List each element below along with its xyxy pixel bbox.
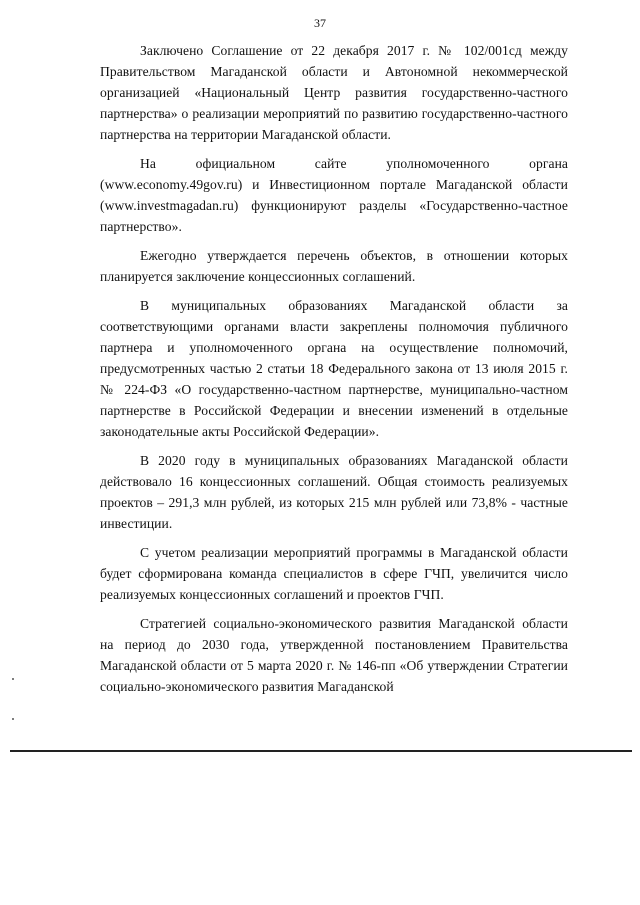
page-bottom-rule <box>10 750 632 752</box>
paragraph-agreement: Заключено Соглашение от 22 декабря 2017 г. № 102/001сд между Правительством Магаданской области и Автономной некоммерческой организацией «Национальный Центр развития государственно-частного партнерства» о реализации мероприятий по развитию государственно-частного партнерства на территории Магаданской области. <box>100 43 568 142</box>
paragraph-official-sites: На официальном сайте уполномоченного органа (www.economy.49gov.ru) и Инвестиционном портале Магаданской области (www.investmagadan.ru) функционируют разделы «Государственно-частное партнерство». <box>100 156 568 234</box>
document-body <box>100 40 568 697</box>
scan-speck <box>12 718 14 720</box>
scan-speck <box>12 678 14 680</box>
paragraph-program-outcomes: С учетом реализации мероприятий программы в Магаданской области будет сформирована команда специалистов в сфере ГЧП, увеличится число реализуемых концессионных соглашений и проектов ГЧП. <box>100 545 568 602</box>
paragraph-strategy: Стратегией социально-экономического развития Магаданской области на период до 2030 года, утвержденной постановлением Правительства Магаданской области от 5 марта 2020 г. № 146-пп «Об утверждении Стратегии социально-экономического развития Магаданской <box>100 616 568 694</box>
paragraph-annual-list: Ежегодно утверждается перечень объектов, в отношении которых планируется заключение концессионных соглашений. <box>100 248 568 284</box>
paragraph-municipal-authorities: В муниципальных образованиях Магаданской области за соответствующими органами власти закреплены полномочия публичного партнера и уполномоченного органа на осуществление полномочий, предусмотренных частью 2 статьи 18 Федерального закона от 13 июля 2015 г. № 224-ФЗ «О государственно-частном партнерстве, муниципально-частном партнерстве в Российской Федерации и внесении изменений в отдельные законодательные акты Российской Федерации». <box>100 298 568 439</box>
page-number: 37 <box>314 16 326 30</box>
paragraph-2020-concessions: В 2020 году в муниципальных образованиях Магаданской области действовало 16 концессионных соглашений. Общая стоимость реализуемых проектов – 291,3 млн рублей, из которых 215 млн рублей или 73,8% - частные инвестиции. <box>100 453 568 531</box>
